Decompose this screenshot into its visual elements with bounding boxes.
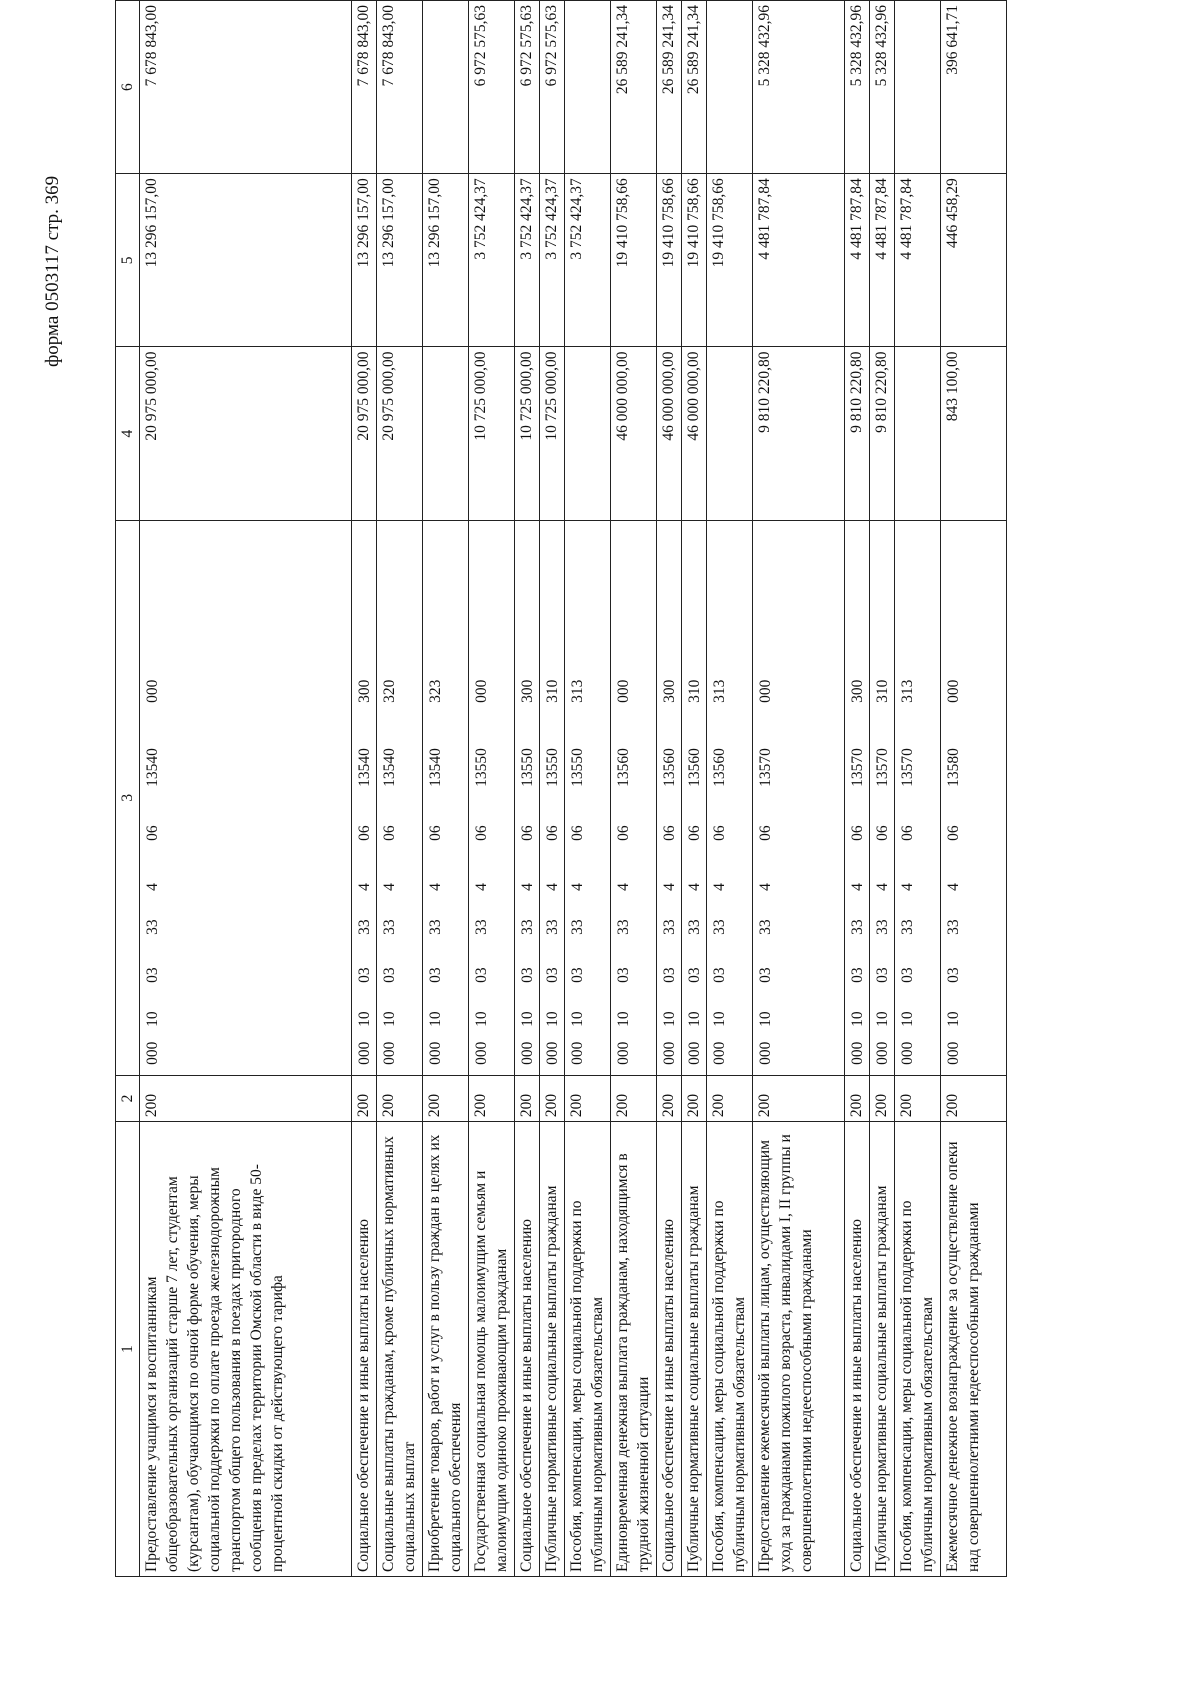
budget-code-part: 310	[544, 679, 561, 703]
col-header-1: 1	[116, 1122, 140, 1577]
row-budget-code	[423, 520, 469, 1075]
budget-code-parts	[871, 525, 893, 1071]
row-name: Публичные нормативные социальные выплаты гражданам	[682, 1122, 707, 1577]
row-executed-amount: 3 752 424,37	[540, 174, 565, 347]
budget-code-parts	[378, 525, 400, 1071]
budget-code-parts	[846, 525, 868, 1071]
col-header-4: 4	[116, 347, 140, 520]
row-approved-amount	[707, 347, 753, 520]
row-unexecuted-amount: 26 589 241,34	[682, 1, 707, 174]
budget-code-part: 13560	[615, 748, 632, 787]
budget-code-part: 000	[473, 1041, 490, 1065]
row-unexecuted-amount: 7 678 843,00	[377, 1, 423, 174]
budget-code-parts	[612, 525, 634, 1071]
row-name: Предоставление ежемесячной выплаты лицам, осуществляющим уход за гражданами пожилого возраста, инвалидами I, II группы и совершеннолетними недееспособными гражданами	[753, 1122, 845, 1577]
row-name: Социальное обеспечение и иные выплаты населению	[657, 1122, 682, 1577]
budget-code-part: 320	[381, 679, 398, 703]
budget-code-part: 33	[544, 919, 561, 935]
budget-code-part: 4	[615, 883, 632, 891]
budget-code-part: 06	[427, 825, 444, 841]
row-approved-amount: 843 100,00	[941, 347, 1007, 520]
budget-code-part: 4	[686, 883, 703, 891]
budget-code-part: 000	[686, 1041, 703, 1065]
row-unexecuted-amount: 6 972 575,63	[540, 1, 565, 174]
budget-code-part: 4	[849, 883, 866, 891]
budget-code-part: 313	[569, 679, 586, 703]
row-executed-amount: 19 410 758,66	[682, 174, 707, 347]
budget-code-parts	[353, 525, 375, 1071]
budget-code-part: 06	[144, 825, 161, 841]
row-name: Государственная социальная помощь малоимущим семьям и малоимущим одиноко проживающим гражданам	[469, 1122, 515, 1577]
budget-code-part: 13540	[356, 748, 373, 787]
budget-code-part: 06	[473, 825, 490, 841]
budget-code-part: 13560	[661, 748, 678, 787]
row-budget-code	[657, 520, 682, 1075]
budget-code-part: 03	[519, 967, 536, 983]
row-line-code: 200	[870, 1075, 895, 1121]
table-row	[469, 1, 515, 1577]
row-approved-amount	[895, 347, 941, 520]
budget-code-part: 000	[473, 679, 490, 703]
budget-code-part: 000	[427, 1041, 444, 1065]
row-name: Социальные выплаты гражданам, кроме публичных нормативных социальных выплат	[377, 1122, 423, 1577]
budget-code-part: 000	[849, 1041, 866, 1065]
budget-code-part: 000	[899, 1041, 916, 1065]
row-line-code: 200	[707, 1075, 753, 1121]
row-executed-amount: 13 296 157,00	[377, 174, 423, 347]
budget-code-part: 000	[945, 679, 962, 703]
row-line-code: 200	[941, 1075, 1007, 1121]
budget-code-part: 33	[945, 919, 962, 935]
budget-code-part: 06	[544, 825, 561, 841]
budget-code-part: 03	[849, 967, 866, 983]
budget-code-part: 10	[381, 1011, 398, 1027]
row-name: Приобретение товаров, работ и услуг в пользу граждан в целях их социального обеспечения	[423, 1122, 469, 1577]
budget-code-part: 03	[615, 967, 632, 983]
row-name: Ежемесячное денежное вознаграждение за осуществление опеки над совершеннолетними недееспособными гражданами	[941, 1122, 1007, 1577]
budget-code-part: 4	[356, 883, 373, 891]
row-name: Социальное обеспечение и иные выплаты населению	[515, 1122, 540, 1577]
budget-code-part: 03	[874, 967, 891, 983]
row-unexecuted-amount	[423, 1, 469, 174]
row-budget-code	[352, 520, 377, 1075]
budget-code-part: 33	[899, 919, 916, 935]
budget-code-part: 03	[661, 967, 678, 983]
budget-code-part: 13560	[686, 748, 703, 787]
budget-code-parts	[541, 525, 563, 1071]
row-unexecuted-amount: 396 641,71	[941, 1, 1007, 174]
budget-code-part: 000	[519, 1041, 536, 1065]
col-header-6: 6	[116, 1, 140, 174]
row-budget-code	[707, 520, 753, 1075]
budget-code-part: 13550	[473, 748, 490, 787]
budget-code-part: 03	[569, 967, 586, 983]
row-name: Публичные нормативные социальные выплаты гражданам	[870, 1122, 895, 1577]
row-executed-amount: 19 410 758,66	[707, 174, 753, 347]
budget-code-part: 300	[356, 679, 373, 703]
budget-code-part: 33	[569, 919, 586, 935]
row-approved-amount	[565, 347, 611, 520]
budget-code-part: 13560	[711, 748, 728, 787]
budget-code-part: 03	[945, 967, 962, 983]
budget-code-part: 33	[711, 919, 728, 935]
row-budget-code	[895, 520, 941, 1075]
budget-code-part: 33	[615, 919, 632, 935]
table-row	[140, 1, 352, 1577]
table-row	[941, 1, 1007, 1577]
budget-code-part: 06	[569, 825, 586, 841]
budget-code-part: 000	[945, 1041, 962, 1065]
row-line-code: 200	[895, 1075, 941, 1121]
budget-code-parts	[942, 525, 964, 1071]
budget-code-part: 13540	[427, 748, 444, 787]
budget-code-part: 10	[473, 1011, 490, 1027]
table-row	[423, 1, 469, 1577]
table-row	[845, 1, 870, 1577]
row-unexecuted-amount: 5 328 432,96	[845, 1, 870, 174]
budget-code-part: 33	[473, 919, 490, 935]
row-approved-amount: 9 810 220,80	[870, 347, 895, 520]
budget-code-part: 000	[757, 679, 774, 703]
row-budget-code	[611, 520, 657, 1075]
row-budget-code	[140, 520, 352, 1075]
budget-code-part: 13550	[544, 748, 561, 787]
budget-code-part: 310	[874, 679, 891, 703]
row-executed-amount: 13 296 157,00	[352, 174, 377, 347]
col-header-5: 5	[116, 174, 140, 347]
row-line-code: 200	[845, 1075, 870, 1121]
row-approved-amount: 46 000 000,00	[682, 347, 707, 520]
table-row	[753, 1, 845, 1577]
budget-code-part: 10	[899, 1011, 916, 1027]
budget-code-part: 33	[874, 919, 891, 935]
row-approved-amount: 46 000 000,00	[611, 347, 657, 520]
budget-code-part: 03	[899, 967, 916, 983]
row-budget-code	[540, 520, 565, 1075]
row-executed-amount: 13 296 157,00	[140, 174, 352, 347]
budget-code-part: 03	[686, 967, 703, 983]
row-executed-amount: 4 481 787,84	[870, 174, 895, 347]
budget-code-part: 03	[544, 967, 561, 983]
row-approved-amount: 20 975 000,00	[352, 347, 377, 520]
table-row	[657, 1, 682, 1577]
budget-code-parts	[896, 525, 918, 1071]
row-line-code: 200	[515, 1075, 540, 1121]
budget-code-part: 03	[144, 967, 161, 983]
budget-code-part: 33	[519, 919, 536, 935]
budget-code-parts	[516, 525, 538, 1071]
row-approved-amount: 9 810 220,80	[753, 347, 845, 520]
budget-code-part: 06	[874, 825, 891, 841]
budget-code-part: 13540	[381, 748, 398, 787]
row-budget-code	[682, 520, 707, 1075]
row-approved-amount: 20 975 000,00	[377, 347, 423, 520]
row-executed-amount: 19 410 758,66	[611, 174, 657, 347]
budget-code-part: 06	[945, 825, 962, 841]
budget-code-part: 4	[144, 883, 161, 891]
budget-code-part: 33	[686, 919, 703, 935]
row-budget-code	[565, 520, 611, 1075]
row-approved-amount	[423, 347, 469, 520]
budget-code-part: 13570	[899, 748, 916, 787]
budget-code-part: 000	[711, 1041, 728, 1065]
table-row	[540, 1, 565, 1577]
budget-code-parts	[754, 525, 776, 1071]
row-line-code: 200	[565, 1075, 611, 1121]
column-number-row	[116, 1, 140, 1577]
row-name: Пособия, компенсации, меры социальной поддержки по публичным нормативным обязательствам	[565, 1122, 611, 1577]
row-executed-amount: 3 752 424,37	[469, 174, 515, 347]
report-table	[115, 0, 1007, 1577]
table-row	[352, 1, 377, 1577]
budget-code-part: 13550	[569, 748, 586, 787]
table-row	[515, 1, 540, 1577]
budget-code-parts	[683, 525, 705, 1071]
budget-code-part: 4	[473, 883, 490, 891]
row-unexecuted-amount: 7 678 843,00	[352, 1, 377, 174]
budget-code-part: 000	[615, 679, 632, 703]
budget-code-part: 310	[686, 679, 703, 703]
budget-code-part: 33	[661, 919, 678, 935]
budget-code-part: 000	[615, 1041, 632, 1065]
budget-code-part: 300	[661, 679, 678, 703]
row-budget-code	[515, 520, 540, 1075]
table-row	[611, 1, 657, 1577]
budget-code-part: 000	[356, 1041, 373, 1065]
row-unexecuted-amount	[565, 1, 611, 174]
row-line-code: 200	[611, 1075, 657, 1121]
row-line-code: 200	[352, 1075, 377, 1121]
row-unexecuted-amount: 7 678 843,00	[140, 1, 352, 174]
budget-code-part: 000	[874, 1041, 891, 1065]
budget-code-part: 313	[899, 679, 916, 703]
row-name: Социальное обеспечение и иные выплаты населению	[352, 1122, 377, 1577]
budget-code-part: 10	[661, 1011, 678, 1027]
budget-code-part: 000	[757, 1041, 774, 1065]
budget-code-part: 13570	[874, 748, 891, 787]
budget-code-part: 10	[356, 1011, 373, 1027]
col-header-3: 3	[116, 520, 140, 1075]
budget-code-part: 03	[711, 967, 728, 983]
budget-code-part: 06	[661, 825, 678, 841]
budget-code-part: 10	[945, 1011, 962, 1027]
budget-code-part: 13540	[144, 748, 161, 787]
budget-code-part: 4	[381, 883, 398, 891]
row-unexecuted-amount: 6 972 575,63	[515, 1, 540, 174]
row-line-code: 200	[423, 1075, 469, 1121]
budget-code-part: 13570	[849, 748, 866, 787]
row-name: Предоставление учащимся и воспитанникам общеобразовательных организаций старше 7 лет, студентам (курсантам), обучающимся по очной форме обучения, меры социальной поддержки по оплате проезда железнодорожным транспортом общего пользования в поездах пригородного сообщения в пределах территории Омской области в виде 50-процентной скидки от действующего тарифа	[140, 1122, 352, 1577]
budget-code-part: 33	[381, 919, 398, 935]
row-executed-amount: 19 410 758,66	[657, 174, 682, 347]
row-line-code: 200	[377, 1075, 423, 1121]
budget-code-part: 10	[544, 1011, 561, 1027]
row-unexecuted-amount	[895, 1, 941, 174]
budget-code-part: 10	[519, 1011, 536, 1027]
form-header: форма 0503117 стр. 369	[42, 175, 63, 367]
budget-code-part: 03	[473, 967, 490, 983]
budget-code-part: 4	[874, 883, 891, 891]
budget-code-part: 10	[757, 1011, 774, 1027]
row-executed-amount: 3 752 424,37	[565, 174, 611, 347]
budget-code-part: 10	[144, 1011, 161, 1027]
budget-code-part: 10	[874, 1011, 891, 1027]
budget-code-part: 06	[711, 825, 728, 841]
budget-code-part: 4	[757, 883, 774, 891]
budget-code-part: 33	[144, 919, 161, 935]
budget-code-part: 06	[381, 825, 398, 841]
budget-code-part: 10	[427, 1011, 444, 1027]
row-approved-amount: 46 000 000,00	[657, 347, 682, 520]
budget-code-part: 06	[849, 825, 866, 841]
row-executed-amount: 4 481 787,84	[753, 174, 845, 347]
row-approved-amount: 9 810 220,80	[845, 347, 870, 520]
budget-code-part: 4	[519, 883, 536, 891]
budget-code-part: 06	[899, 825, 916, 841]
row-line-code: 200	[540, 1075, 565, 1121]
budget-code-part: 4	[945, 883, 962, 891]
budget-code-part: 000	[544, 1041, 561, 1065]
row-approved-amount: 10 725 000,00	[469, 347, 515, 520]
table-row	[870, 1, 895, 1577]
budget-code-part: 000	[661, 1041, 678, 1065]
budget-code-part: 13550	[519, 748, 536, 787]
budget-code-part: 4	[427, 883, 444, 891]
row-budget-code	[377, 520, 423, 1075]
row-line-code: 200	[469, 1075, 515, 1121]
row-executed-amount: 4 481 787,84	[895, 174, 941, 347]
budget-code-part: 000	[144, 679, 161, 703]
row-line-code: 200	[753, 1075, 845, 1121]
budget-code-part: 10	[686, 1011, 703, 1027]
row-name: Пособия, компенсации, меры социальной поддержки по публичным нормативным обязательствам	[895, 1122, 941, 1577]
budget-code-part: 323	[427, 679, 444, 703]
table-row	[377, 1, 423, 1577]
row-name: Пособия, компенсации, меры социальной поддержки по публичным нормативным обязательствам	[707, 1122, 753, 1577]
budget-code-part: 10	[849, 1011, 866, 1027]
table-row	[565, 1, 611, 1577]
budget-code-part: 000	[381, 1041, 398, 1065]
budget-code-part: 10	[615, 1011, 632, 1027]
budget-code-part: 06	[757, 825, 774, 841]
budget-code-part: 4	[569, 883, 586, 891]
row-unexecuted-amount: 26 589 241,34	[657, 1, 682, 174]
row-approved-amount: 20 975 000,00	[140, 347, 352, 520]
budget-code-parts	[566, 525, 588, 1071]
row-approved-amount: 10 725 000,00	[515, 347, 540, 520]
row-budget-code	[941, 520, 1007, 1075]
budget-code-parts	[470, 525, 492, 1071]
budget-code-part: 06	[356, 825, 373, 841]
row-name: Социальное обеспечение и иные выплаты населению	[845, 1122, 870, 1577]
row-unexecuted-amount: 5 328 432,96	[870, 1, 895, 174]
budget-code-part: 4	[544, 883, 561, 891]
budget-code-part: 03	[356, 967, 373, 983]
budget-code-part: 33	[849, 919, 866, 935]
row-unexecuted-amount: 26 589 241,34	[611, 1, 657, 174]
budget-code-part: 000	[569, 1041, 586, 1065]
row-executed-amount: 3 752 424,37	[515, 174, 540, 347]
row-budget-code	[845, 520, 870, 1075]
table-row	[682, 1, 707, 1577]
budget-code-part: 06	[615, 825, 632, 841]
table-row	[895, 1, 941, 1577]
budget-code-part: 4	[711, 883, 728, 891]
row-budget-code	[469, 520, 515, 1075]
row-line-code: 200	[140, 1075, 352, 1121]
budget-code-part: 03	[757, 967, 774, 983]
budget-code-parts	[708, 525, 730, 1071]
col-header-2: 2	[116, 1075, 140, 1121]
budget-code-parts	[424, 525, 446, 1071]
budget-code-part: 03	[427, 967, 444, 983]
row-budget-code	[870, 520, 895, 1075]
row-unexecuted-amount: 6 972 575,63	[469, 1, 515, 174]
budget-code-part: 06	[519, 825, 536, 841]
budget-code-part: 33	[757, 919, 774, 935]
budget-code-part: 33	[427, 919, 444, 935]
budget-code-part: 4	[899, 883, 916, 891]
budget-code-part: 13570	[757, 748, 774, 787]
row-executed-amount: 446 458,29	[941, 174, 1007, 347]
budget-code-part: 300	[519, 679, 536, 703]
budget-code-part: 000	[144, 1041, 161, 1065]
budget-code-part: 313	[711, 679, 728, 703]
row-budget-code	[753, 520, 845, 1075]
budget-code-part: 06	[686, 825, 703, 841]
row-name: Публичные нормативные социальные выплаты гражданам	[540, 1122, 565, 1577]
budget-code-part: 10	[569, 1011, 586, 1027]
table-row	[707, 1, 753, 1577]
budget-code-part: 300	[849, 679, 866, 703]
row-line-code: 200	[682, 1075, 707, 1121]
row-name: Единовременная денежная выплата гражданам, находящимся в трудной жизненной ситуации	[611, 1122, 657, 1577]
budget-code-parts	[658, 525, 680, 1071]
row-line-code: 200	[657, 1075, 682, 1121]
budget-code-part: 33	[356, 919, 373, 935]
budget-code-part: 03	[381, 967, 398, 983]
row-approved-amount: 10 725 000,00	[540, 347, 565, 520]
budget-code-part: 4	[661, 883, 678, 891]
budget-code-part: 13580	[945, 748, 962, 787]
row-unexecuted-amount: 5 328 432,96	[753, 1, 845, 174]
row-executed-amount: 13 296 157,00	[423, 174, 469, 347]
row-unexecuted-amount	[707, 1, 753, 174]
budget-code-parts	[141, 525, 163, 1071]
budget-code-part: 10	[711, 1011, 728, 1027]
row-executed-amount: 4 481 787,84	[845, 174, 870, 347]
